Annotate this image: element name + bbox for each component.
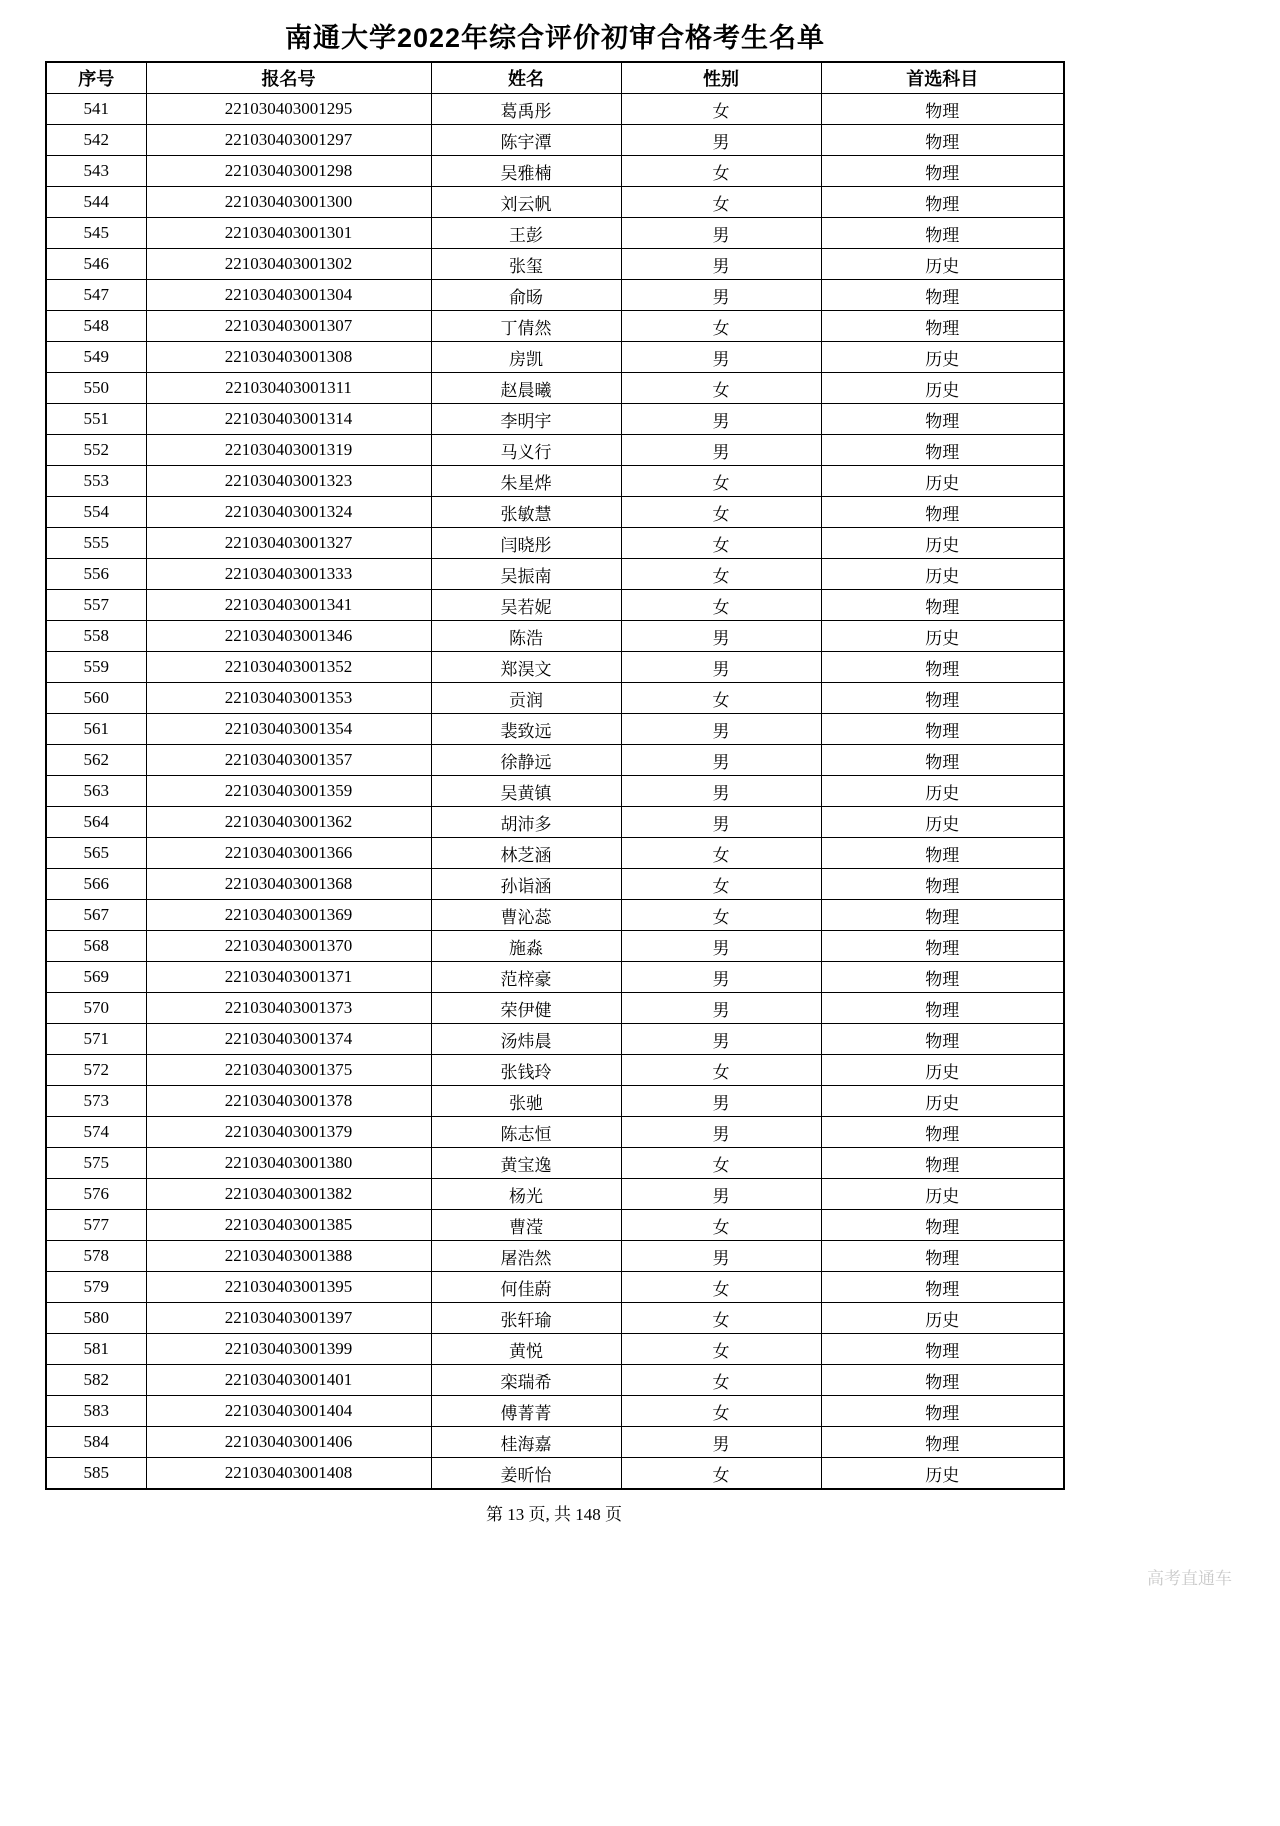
cell-reg-no: 221030403001302 — [146, 249, 431, 280]
cell-subject: 历史 — [821, 342, 1064, 373]
cell-index: 545 — [46, 218, 146, 249]
cell-gender: 男 — [621, 1241, 821, 1272]
cell-gender: 男 — [621, 962, 821, 993]
cell-subject: 物理 — [821, 1365, 1064, 1396]
table-row — [46, 590, 1064, 621]
table-row — [46, 1024, 1064, 1055]
cell-gender: 女 — [621, 900, 821, 931]
cell-gender: 女 — [621, 528, 821, 559]
cell-name: 张轩瑜 — [431, 1303, 621, 1334]
table-row — [46, 559, 1064, 590]
cell-index: 557 — [46, 590, 146, 621]
cell-index: 576 — [46, 1179, 146, 1210]
cell-reg-no: 221030403001333 — [146, 559, 431, 590]
cell-name: 张玺 — [431, 249, 621, 280]
cell-index: 544 — [46, 187, 146, 218]
table-row — [46, 1334, 1064, 1365]
cell-name: 胡沛多 — [431, 807, 621, 838]
cell-index: 565 — [46, 838, 146, 869]
cell-index: 563 — [46, 776, 146, 807]
cell-name: 张驰 — [431, 1086, 621, 1117]
column-header-gender: 性别 — [621, 62, 821, 94]
cell-subject: 物理 — [821, 962, 1064, 993]
cell-reg-no: 221030403001352 — [146, 652, 431, 683]
cell-name: 李明宇 — [431, 404, 621, 435]
cell-subject: 历史 — [821, 807, 1064, 838]
cell-reg-no: 221030403001295 — [146, 94, 431, 125]
cell-name: 陈宇潭 — [431, 125, 621, 156]
table-row — [46, 869, 1064, 900]
cell-reg-no: 221030403001406 — [146, 1427, 431, 1458]
cell-name: 马义行 — [431, 435, 621, 466]
cell-gender: 男 — [621, 652, 821, 683]
cell-name: 黄宝逸 — [431, 1148, 621, 1179]
table-row — [46, 1055, 1064, 1086]
cell-reg-no: 221030403001370 — [146, 931, 431, 962]
cell-gender: 女 — [621, 311, 821, 342]
table-row — [46, 249, 1064, 280]
cell-gender: 男 — [621, 931, 821, 962]
cell-gender: 男 — [621, 1179, 821, 1210]
cell-name: 姜昕怡 — [431, 1458, 621, 1490]
cell-index: 570 — [46, 993, 146, 1024]
cell-subject: 物理 — [821, 1148, 1064, 1179]
cell-reg-no: 221030403001399 — [146, 1334, 431, 1365]
cell-index: 555 — [46, 528, 146, 559]
cell-reg-no: 221030403001382 — [146, 1179, 431, 1210]
cell-reg-no: 221030403001311 — [146, 373, 431, 404]
cell-reg-no: 221030403001404 — [146, 1396, 431, 1427]
cell-gender: 女 — [621, 373, 821, 404]
cell-subject: 物理 — [821, 94, 1064, 125]
cell-reg-no: 221030403001341 — [146, 590, 431, 621]
column-header-reg-no: 报名号 — [146, 62, 431, 94]
cell-subject: 历史 — [821, 776, 1064, 807]
table-row — [46, 652, 1064, 683]
cell-gender: 男 — [621, 249, 821, 280]
cell-subject: 物理 — [821, 218, 1064, 249]
table-row — [46, 745, 1064, 776]
cell-name: 房凯 — [431, 342, 621, 373]
cell-name: 俞旸 — [431, 280, 621, 311]
cell-subject: 物理 — [821, 1396, 1064, 1427]
table-row — [46, 1179, 1064, 1210]
cell-name: 傅菁菁 — [431, 1396, 621, 1427]
cell-reg-no: 221030403001319 — [146, 435, 431, 466]
cell-gender: 女 — [621, 497, 821, 528]
cell-gender: 男 — [621, 218, 821, 249]
cell-reg-no: 221030403001397 — [146, 1303, 431, 1334]
cell-gender: 男 — [621, 776, 821, 807]
cell-name: 何佳蔚 — [431, 1272, 621, 1303]
cell-reg-no: 221030403001327 — [146, 528, 431, 559]
table-row — [46, 1427, 1064, 1458]
cell-reg-no: 221030403001395 — [146, 1272, 431, 1303]
cell-name: 吴黄镇 — [431, 776, 621, 807]
cell-reg-no: 221030403001375 — [146, 1055, 431, 1086]
cell-gender: 男 — [621, 1117, 821, 1148]
cell-gender: 女 — [621, 683, 821, 714]
cell-index: 574 — [46, 1117, 146, 1148]
cell-index: 567 — [46, 900, 146, 931]
cell-subject: 历史 — [821, 528, 1064, 559]
cell-subject: 历史 — [821, 1303, 1064, 1334]
cell-reg-no: 221030403001408 — [146, 1458, 431, 1490]
cell-index: 579 — [46, 1272, 146, 1303]
table-row — [46, 776, 1064, 807]
table-head — [46, 62, 1064, 94]
table-header-row — [46, 62, 1064, 94]
cell-subject: 历史 — [821, 1458, 1064, 1490]
cell-subject: 物理 — [821, 683, 1064, 714]
cell-name: 丁倩然 — [431, 311, 621, 342]
watermark: 高考直通车 — [1147, 1569, 1232, 1588]
cell-name: 张钱玲 — [431, 1055, 621, 1086]
cell-subject: 历史 — [821, 466, 1064, 497]
cell-subject: 物理 — [821, 125, 1064, 156]
cell-reg-no: 221030403001359 — [146, 776, 431, 807]
cell-subject: 历史 — [821, 1086, 1064, 1117]
table-row — [46, 1086, 1064, 1117]
cell-gender: 女 — [621, 94, 821, 125]
cell-name: 栾瑞希 — [431, 1365, 621, 1396]
table-row — [46, 714, 1064, 745]
cell-index: 556 — [46, 559, 146, 590]
candidates-table — [45, 61, 1065, 1490]
cell-gender: 女 — [621, 838, 821, 869]
cell-reg-no: 221030403001401 — [146, 1365, 431, 1396]
cell-reg-no: 221030403001354 — [146, 714, 431, 745]
cell-subject: 历史 — [821, 559, 1064, 590]
cell-index: 543 — [46, 156, 146, 187]
cell-subject: 历史 — [821, 249, 1064, 280]
cell-reg-no: 221030403001298 — [146, 156, 431, 187]
cell-gender: 男 — [621, 1427, 821, 1458]
cell-subject: 历史 — [821, 621, 1064, 652]
cell-reg-no: 221030403001374 — [146, 1024, 431, 1055]
table-row — [46, 435, 1064, 466]
cell-gender: 男 — [621, 621, 821, 652]
page-footer: 第 13 页, 共 148 页 — [486, 1505, 622, 1524]
table-row — [46, 993, 1064, 1024]
cell-index: 573 — [46, 1086, 146, 1117]
table-row — [46, 404, 1064, 435]
cell-gender: 女 — [621, 1396, 821, 1427]
cell-subject: 物理 — [821, 311, 1064, 342]
cell-subject: 物理 — [821, 497, 1064, 528]
table-row — [46, 187, 1064, 218]
cell-gender: 男 — [621, 404, 821, 435]
table-row — [46, 1241, 1064, 1272]
cell-subject: 物理 — [821, 1117, 1064, 1148]
cell-index: 562 — [46, 745, 146, 776]
cell-index: 582 — [46, 1365, 146, 1396]
table-row — [46, 1458, 1064, 1490]
cell-subject: 物理 — [821, 838, 1064, 869]
document-page — [0, 16, 1280, 1588]
cell-index: 560 — [46, 683, 146, 714]
cell-name: 屠浩然 — [431, 1241, 621, 1272]
cell-gender: 女 — [621, 466, 821, 497]
cell-name: 桂海嘉 — [431, 1427, 621, 1458]
cell-index: 580 — [46, 1303, 146, 1334]
cell-subject: 物理 — [821, 900, 1064, 931]
cell-gender: 女 — [621, 156, 821, 187]
cell-name: 黄悦 — [431, 1334, 621, 1365]
cell-reg-no: 221030403001362 — [146, 807, 431, 838]
cell-name: 郑淏文 — [431, 652, 621, 683]
table-row — [46, 1365, 1064, 1396]
cell-reg-no: 221030403001307 — [146, 311, 431, 342]
cell-gender: 男 — [621, 807, 821, 838]
cell-subject: 历史 — [821, 1179, 1064, 1210]
cell-name: 裴致远 — [431, 714, 621, 745]
table-row — [46, 621, 1064, 652]
cell-name: 王彭 — [431, 218, 621, 249]
table-row — [46, 466, 1064, 497]
cell-index: 542 — [46, 125, 146, 156]
cell-subject: 物理 — [821, 993, 1064, 1024]
cell-reg-no: 221030403001388 — [146, 1241, 431, 1272]
cell-index: 547 — [46, 280, 146, 311]
table-row — [46, 528, 1064, 559]
cell-name: 曹沁蕊 — [431, 900, 621, 931]
cell-reg-no: 221030403001353 — [146, 683, 431, 714]
cell-name: 曹滢 — [431, 1210, 621, 1241]
cell-index: 585 — [46, 1458, 146, 1490]
cell-subject: 物理 — [821, 652, 1064, 683]
cell-subject: 历史 — [821, 373, 1064, 404]
cell-reg-no: 221030403001373 — [146, 993, 431, 1024]
table-row — [46, 1117, 1064, 1148]
cell-index: 554 — [46, 497, 146, 528]
cell-index: 578 — [46, 1241, 146, 1272]
cell-subject: 物理 — [821, 1210, 1064, 1241]
cell-subject: 物理 — [821, 869, 1064, 900]
cell-subject: 物理 — [821, 1241, 1064, 1272]
table-row — [46, 311, 1064, 342]
cell-gender: 女 — [621, 559, 821, 590]
cell-name: 朱星烨 — [431, 466, 621, 497]
cell-subject: 物理 — [821, 590, 1064, 621]
cell-gender: 女 — [621, 1334, 821, 1365]
cell-subject: 物理 — [821, 1427, 1064, 1458]
cell-reg-no: 221030403001297 — [146, 125, 431, 156]
cell-gender: 男 — [621, 1086, 821, 1117]
cell-index: 558 — [46, 621, 146, 652]
cell-index: 553 — [46, 466, 146, 497]
cell-gender: 男 — [621, 435, 821, 466]
cell-reg-no: 221030403001346 — [146, 621, 431, 652]
cell-reg-no: 221030403001314 — [146, 404, 431, 435]
cell-index: 548 — [46, 311, 146, 342]
cell-name: 林芝涵 — [431, 838, 621, 869]
cell-index: 559 — [46, 652, 146, 683]
cell-gender: 男 — [621, 714, 821, 745]
table-row — [46, 342, 1064, 373]
table-row — [46, 1148, 1064, 1179]
cell-reg-no: 221030403001324 — [146, 497, 431, 528]
cell-name: 吴雅楠 — [431, 156, 621, 187]
cell-name: 徐静远 — [431, 745, 621, 776]
cell-reg-no: 221030403001371 — [146, 962, 431, 993]
cell-index: 568 — [46, 931, 146, 962]
cell-index: 561 — [46, 714, 146, 745]
cell-name: 吴振南 — [431, 559, 621, 590]
cell-gender: 女 — [621, 1272, 821, 1303]
table-row — [46, 683, 1064, 714]
cell-reg-no: 221030403001357 — [146, 745, 431, 776]
cell-subject: 历史 — [821, 1055, 1064, 1086]
cell-subject: 物理 — [821, 1272, 1064, 1303]
cell-name: 孙诣涵 — [431, 869, 621, 900]
cell-gender: 女 — [621, 187, 821, 218]
cell-gender: 男 — [621, 993, 821, 1024]
cell-reg-no: 221030403001323 — [146, 466, 431, 497]
cell-subject: 物理 — [821, 280, 1064, 311]
table-row — [46, 373, 1064, 404]
cell-subject: 物理 — [821, 404, 1064, 435]
cell-reg-no: 221030403001369 — [146, 900, 431, 931]
cell-name: 范梓豪 — [431, 962, 621, 993]
cell-index: 571 — [46, 1024, 146, 1055]
table-row — [46, 280, 1064, 311]
cell-subject: 物理 — [821, 187, 1064, 218]
cell-index: 569 — [46, 962, 146, 993]
cell-index: 584 — [46, 1427, 146, 1458]
table-row — [46, 497, 1064, 528]
cell-index: 581 — [46, 1334, 146, 1365]
cell-subject: 物理 — [821, 714, 1064, 745]
cell-gender: 女 — [621, 1365, 821, 1396]
cell-index: 575 — [46, 1148, 146, 1179]
table-row — [46, 1303, 1064, 1334]
cell-gender: 女 — [621, 1055, 821, 1086]
column-header-index: 序号 — [46, 62, 146, 94]
cell-name: 荣伊健 — [431, 993, 621, 1024]
cell-index: 564 — [46, 807, 146, 838]
table-row — [46, 931, 1064, 962]
cell-name: 杨光 — [431, 1179, 621, 1210]
cell-index: 541 — [46, 94, 146, 125]
cell-reg-no: 221030403001368 — [146, 869, 431, 900]
cell-subject: 物理 — [821, 1334, 1064, 1365]
cell-name: 闫晓彤 — [431, 528, 621, 559]
cell-subject: 物理 — [821, 931, 1064, 962]
cell-reg-no: 221030403001300 — [146, 187, 431, 218]
table-row — [46, 838, 1064, 869]
cell-gender: 男 — [621, 125, 821, 156]
cell-gender: 女 — [621, 869, 821, 900]
cell-gender: 女 — [621, 1210, 821, 1241]
cell-name: 赵晨曦 — [431, 373, 621, 404]
cell-gender: 女 — [621, 1303, 821, 1334]
table-row — [46, 1272, 1064, 1303]
cell-name: 张敏慧 — [431, 497, 621, 528]
cell-index: 549 — [46, 342, 146, 373]
table-row — [46, 125, 1064, 156]
cell-name: 陈志恒 — [431, 1117, 621, 1148]
cell-index: 572 — [46, 1055, 146, 1086]
column-header-subject: 首选科目 — [821, 62, 1064, 94]
table-row — [46, 807, 1064, 838]
cell-name: 施淼 — [431, 931, 621, 962]
cell-reg-no: 221030403001304 — [146, 280, 431, 311]
cell-reg-no: 221030403001301 — [146, 218, 431, 249]
cell-reg-no: 221030403001379 — [146, 1117, 431, 1148]
cell-index: 552 — [46, 435, 146, 466]
table-row — [46, 962, 1064, 993]
cell-index: 546 — [46, 249, 146, 280]
cell-subject: 物理 — [821, 156, 1064, 187]
cell-reg-no: 221030403001385 — [146, 1210, 431, 1241]
cell-gender: 男 — [621, 280, 821, 311]
cell-reg-no: 221030403001378 — [146, 1086, 431, 1117]
cell-gender: 男 — [621, 1024, 821, 1055]
table-body — [46, 94, 1064, 1490]
page-title: 南通大学2022年综合评价初审合格考生名单 — [284, 23, 826, 53]
cell-gender: 女 — [621, 1458, 821, 1490]
cell-reg-no: 221030403001366 — [146, 838, 431, 869]
table-row — [46, 1396, 1064, 1427]
cell-index: 577 — [46, 1210, 146, 1241]
cell-index: 551 — [46, 404, 146, 435]
cell-name: 贡润 — [431, 683, 621, 714]
cell-subject: 物理 — [821, 1024, 1064, 1055]
table-row — [46, 218, 1064, 249]
cell-name: 汤炜晨 — [431, 1024, 621, 1055]
cell-name: 刘云帆 — [431, 187, 621, 218]
cell-reg-no: 221030403001380 — [146, 1148, 431, 1179]
table-row — [46, 1210, 1064, 1241]
cell-index: 583 — [46, 1396, 146, 1427]
cell-index: 566 — [46, 869, 146, 900]
table-row — [46, 156, 1064, 187]
cell-index: 550 — [46, 373, 146, 404]
cell-gender: 男 — [621, 342, 821, 373]
cell-name: 葛禹彤 — [431, 94, 621, 125]
table-row — [46, 900, 1064, 931]
cell-subject: 物理 — [821, 435, 1064, 466]
table-row — [46, 94, 1064, 125]
cell-reg-no: 221030403001308 — [146, 342, 431, 373]
cell-subject: 物理 — [821, 745, 1064, 776]
cell-gender: 女 — [621, 590, 821, 621]
column-header-name: 姓名 — [431, 62, 621, 94]
cell-gender: 女 — [621, 1148, 821, 1179]
cell-name: 吴若妮 — [431, 590, 621, 621]
cell-gender: 男 — [621, 745, 821, 776]
cell-name: 陈浩 — [431, 621, 621, 652]
